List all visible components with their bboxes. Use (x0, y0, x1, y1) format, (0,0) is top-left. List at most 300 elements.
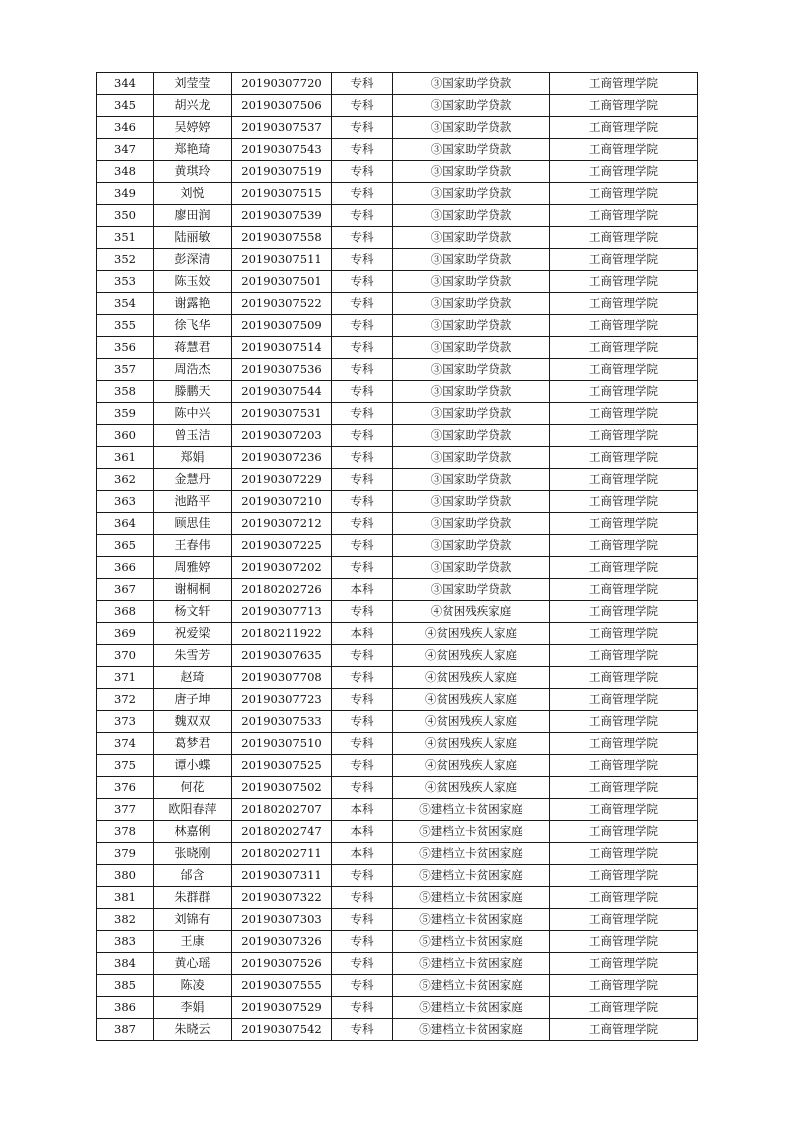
education-level-cell: 专科 (332, 931, 393, 953)
table-row (97, 425, 698, 447)
aid-category-cell: ⑤建档立卡贫困家庭 (393, 865, 550, 887)
student-id-cell: 20180202707 (232, 799, 332, 821)
aid-category-cell: ③国家助学贷款 (393, 381, 550, 403)
table-row (97, 953, 698, 975)
student-id-cell: 20180202711 (232, 843, 332, 865)
row-number-cell: 362 (97, 469, 154, 491)
college-name-cell: 工商管理学院 (550, 337, 698, 359)
student-name-cell: 彭深清 (154, 249, 232, 271)
row-number-cell: 366 (97, 557, 154, 579)
college-name-cell: 工商管理学院 (550, 821, 698, 843)
student-name-cell: 魏双双 (154, 711, 232, 733)
aid-category-cell: ③国家助学贷款 (393, 73, 550, 95)
student-id-cell: 20190307537 (232, 117, 332, 139)
table-row (97, 931, 698, 953)
aid-category-cell: ③国家助学贷款 (393, 513, 550, 535)
college-name-cell: 工商管理学院 (550, 315, 698, 337)
student-id-cell: 20190307203 (232, 425, 332, 447)
college-name-cell: 工商管理学院 (550, 161, 698, 183)
table-row (97, 491, 698, 513)
row-number-cell: 381 (97, 887, 154, 909)
table-row (97, 711, 698, 733)
aid-category-cell: ④贫困残疾人家庭 (393, 667, 550, 689)
student-id-cell: 20190307514 (232, 337, 332, 359)
aid-category-cell: ③国家助学贷款 (393, 579, 550, 601)
education-level-cell: 本科 (332, 623, 393, 645)
student-id-cell: 20190307510 (232, 733, 332, 755)
student-id-cell: 20190307506 (232, 95, 332, 117)
row-number-cell: 370 (97, 645, 154, 667)
education-level-cell: 专科 (332, 139, 393, 161)
aid-category-cell: ③国家助学贷款 (393, 293, 550, 315)
education-level-cell: 专科 (332, 1019, 393, 1041)
aid-category-cell: ③国家助学贷款 (393, 227, 550, 249)
aid-category-cell: ③国家助学贷款 (393, 95, 550, 117)
row-number-cell: 365 (97, 535, 154, 557)
table-row (97, 557, 698, 579)
college-name-cell: 工商管理学院 (550, 909, 698, 931)
education-level-cell: 专科 (332, 777, 393, 799)
college-name-cell: 工商管理学院 (550, 469, 698, 491)
row-number-cell: 360 (97, 425, 154, 447)
aid-category-cell: ③国家助学贷款 (393, 425, 550, 447)
education-level-cell: 专科 (332, 73, 393, 95)
education-level-cell: 专科 (332, 557, 393, 579)
row-number-cell: 353 (97, 271, 154, 293)
aid-category-cell: ⑤建档立卡贫困家庭 (393, 931, 550, 953)
row-number-cell: 359 (97, 403, 154, 425)
education-level-cell: 专科 (332, 161, 393, 183)
student-name-cell: 何花 (154, 777, 232, 799)
table-row (97, 689, 698, 711)
student-name-cell: 刘莹莹 (154, 73, 232, 95)
student-name-cell: 陈中兴 (154, 403, 232, 425)
college-name-cell: 工商管理学院 (550, 249, 698, 271)
row-number-cell: 351 (97, 227, 154, 249)
student-id-cell: 20190307210 (232, 491, 332, 513)
student-name-cell: 吴婷婷 (154, 117, 232, 139)
education-level-cell: 专科 (332, 535, 393, 557)
student-id-cell: 20190307322 (232, 887, 332, 909)
student-id-cell: 20190307519 (232, 161, 332, 183)
education-level-cell: 专科 (332, 689, 393, 711)
aid-category-cell: ④贫困残疾人家庭 (393, 755, 550, 777)
education-level-cell: 本科 (332, 843, 393, 865)
education-level-cell: 专科 (332, 117, 393, 139)
aid-category-cell: ⑤建档立卡贫困家庭 (393, 975, 550, 997)
row-number-cell: 352 (97, 249, 154, 271)
table-row (97, 403, 698, 425)
college-name-cell: 工商管理学院 (550, 645, 698, 667)
table-row (97, 73, 698, 95)
row-number-cell: 377 (97, 799, 154, 821)
table-row (97, 337, 698, 359)
college-name-cell: 工商管理学院 (550, 425, 698, 447)
row-number-cell: 386 (97, 997, 154, 1019)
student-id-cell: 20190307544 (232, 381, 332, 403)
student-id-cell: 20190307212 (232, 513, 332, 535)
student-id-cell: 20190307311 (232, 865, 332, 887)
aid-category-cell: ③国家助学贷款 (393, 447, 550, 469)
student-id-cell: 20190307536 (232, 359, 332, 381)
student-name-cell: 朱群群 (154, 887, 232, 909)
student-name-cell: 欧阳春萍 (154, 799, 232, 821)
table-row (97, 117, 698, 139)
education-level-cell: 专科 (332, 667, 393, 689)
student-name-cell: 池路平 (154, 491, 232, 513)
student-name-cell: 朱晓云 (154, 1019, 232, 1041)
student-name-cell: 杨文轩 (154, 601, 232, 623)
college-name-cell: 工商管理学院 (550, 623, 698, 645)
table-row (97, 359, 698, 381)
table-row (97, 755, 698, 777)
row-number-cell: 375 (97, 755, 154, 777)
table-row (97, 183, 698, 205)
table-row (97, 535, 698, 557)
college-name-cell: 工商管理学院 (550, 953, 698, 975)
college-name-cell: 工商管理学院 (550, 403, 698, 425)
education-level-cell: 专科 (332, 953, 393, 975)
student-id-cell: 20190307229 (232, 469, 332, 491)
education-level-cell: 专科 (332, 337, 393, 359)
student-name-cell: 周浩杰 (154, 359, 232, 381)
table-row (97, 667, 698, 689)
student-id-cell: 20190307635 (232, 645, 332, 667)
student-name-cell: 唐子坤 (154, 689, 232, 711)
row-number-cell: 350 (97, 205, 154, 227)
education-level-cell: 专科 (332, 205, 393, 227)
aid-category-cell: ③国家助学贷款 (393, 359, 550, 381)
education-level-cell: 专科 (332, 249, 393, 271)
student-name-cell: 陈玉姣 (154, 271, 232, 293)
student-id-cell: 20190307539 (232, 205, 332, 227)
student-name-cell: 林嘉俐 (154, 821, 232, 843)
table-row (97, 975, 698, 997)
row-number-cell: 344 (97, 73, 154, 95)
education-level-cell: 专科 (332, 601, 393, 623)
table-row (97, 95, 698, 117)
aid-category-cell: ⑤建档立卡贫困家庭 (393, 997, 550, 1019)
student-id-cell: 20190307303 (232, 909, 332, 931)
row-number-cell: 379 (97, 843, 154, 865)
student-name-cell: 邰含 (154, 865, 232, 887)
table-row (97, 447, 698, 469)
row-number-cell: 373 (97, 711, 154, 733)
college-name-cell: 工商管理学院 (550, 205, 698, 227)
education-level-cell: 专科 (332, 491, 393, 513)
row-number-cell: 364 (97, 513, 154, 535)
student-name-cell: 朱雪芳 (154, 645, 232, 667)
student-id-cell: 20190307522 (232, 293, 332, 315)
aid-category-cell: ④贫困残疾人家庭 (393, 689, 550, 711)
aid-category-cell: ⑤建档立卡贫困家庭 (393, 887, 550, 909)
table-row (97, 733, 698, 755)
student-name-cell: 葛梦君 (154, 733, 232, 755)
aid-category-cell: ③国家助学贷款 (393, 161, 550, 183)
table-row (97, 139, 698, 161)
education-level-cell: 专科 (332, 381, 393, 403)
education-level-cell: 专科 (332, 975, 393, 997)
education-level-cell: 专科 (332, 425, 393, 447)
row-number-cell: 372 (97, 689, 154, 711)
row-number-cell: 384 (97, 953, 154, 975)
aid-category-cell: ③国家助学贷款 (393, 469, 550, 491)
college-name-cell: 工商管理学院 (550, 271, 698, 293)
aid-category-cell: ③国家助学贷款 (393, 139, 550, 161)
education-level-cell: 专科 (332, 513, 393, 535)
aid-category-cell: ③国家助学贷款 (393, 205, 550, 227)
table-row (97, 645, 698, 667)
education-level-cell: 专科 (332, 183, 393, 205)
row-number-cell: 357 (97, 359, 154, 381)
student-id-cell: 20190307326 (232, 931, 332, 953)
aid-category-cell: ③国家助学贷款 (393, 403, 550, 425)
college-name-cell: 工商管理学院 (550, 887, 698, 909)
education-level-cell: 本科 (332, 799, 393, 821)
college-name-cell: 工商管理学院 (550, 95, 698, 117)
student-id-cell: 20190307501 (232, 271, 332, 293)
row-number-cell: 345 (97, 95, 154, 117)
student-name-cell: 蒋慧君 (154, 337, 232, 359)
student-id-cell: 20190307723 (232, 689, 332, 711)
aid-category-cell: ⑤建档立卡贫困家庭 (393, 821, 550, 843)
table-row (97, 161, 698, 183)
aid-category-cell: ④贫困残疾人家庭 (393, 777, 550, 799)
row-number-cell: 363 (97, 491, 154, 513)
aid-category-cell: ④贫困残疾人家庭 (393, 623, 550, 645)
college-name-cell: 工商管理学院 (550, 491, 698, 513)
education-level-cell: 本科 (332, 821, 393, 843)
student-name-cell: 金慧丹 (154, 469, 232, 491)
row-number-cell: 361 (97, 447, 154, 469)
aid-category-cell: ③国家助学贷款 (393, 491, 550, 513)
table-row (97, 469, 698, 491)
student-name-cell: 赵琦 (154, 667, 232, 689)
college-name-cell: 工商管理学院 (550, 799, 698, 821)
aid-category-cell: ④贫困残疾人家庭 (393, 645, 550, 667)
table-row (97, 843, 698, 865)
college-name-cell: 工商管理学院 (550, 865, 698, 887)
table-row (97, 227, 698, 249)
education-level-cell: 专科 (332, 909, 393, 931)
college-name-cell: 工商管理学院 (550, 601, 698, 623)
student-id-cell: 20190307542 (232, 1019, 332, 1041)
student-name-cell: 谭小蝶 (154, 755, 232, 777)
student-id-cell: 20190307533 (232, 711, 332, 733)
education-level-cell: 专科 (332, 271, 393, 293)
education-level-cell: 专科 (332, 403, 393, 425)
aid-category-cell: ③国家助学贷款 (393, 117, 550, 139)
education-level-cell: 专科 (332, 645, 393, 667)
aid-category-cell: ④贫困残疾人家庭 (393, 733, 550, 755)
college-name-cell: 工商管理学院 (550, 1019, 698, 1041)
student-id-cell: 20190307525 (232, 755, 332, 777)
aid-category-cell: ⑤建档立卡贫困家庭 (393, 909, 550, 931)
table-row (97, 623, 698, 645)
college-name-cell: 工商管理学院 (550, 689, 698, 711)
student-name-cell: 祝爱梁 (154, 623, 232, 645)
aid-category-cell: ④贫困残疾家庭 (393, 601, 550, 623)
student-id-cell: 20190307708 (232, 667, 332, 689)
table-row (97, 271, 698, 293)
student-name-cell: 黄琪玲 (154, 161, 232, 183)
aid-category-cell: ⑤建档立卡贫困家庭 (393, 1019, 550, 1041)
aid-category-cell: ⑤建档立卡贫困家庭 (393, 843, 550, 865)
table-row (97, 601, 698, 623)
college-name-cell: 工商管理学院 (550, 117, 698, 139)
student-id-cell: 20180202747 (232, 821, 332, 843)
row-number-cell: 348 (97, 161, 154, 183)
education-level-cell: 专科 (332, 865, 393, 887)
student-id-cell: 20190307225 (232, 535, 332, 557)
table-row (97, 997, 698, 1019)
education-level-cell: 专科 (332, 733, 393, 755)
student-name-cell: 刘悦 (154, 183, 232, 205)
college-name-cell: 工商管理学院 (550, 755, 698, 777)
row-number-cell: 346 (97, 117, 154, 139)
college-name-cell: 工商管理学院 (550, 579, 698, 601)
student-name-cell: 滕鹏天 (154, 381, 232, 403)
row-number-cell: 349 (97, 183, 154, 205)
student-name-cell: 陈凌 (154, 975, 232, 997)
row-number-cell: 367 (97, 579, 154, 601)
student-list-table (96, 72, 698, 1041)
aid-category-cell: ④贫困残疾人家庭 (393, 711, 550, 733)
education-level-cell: 专科 (332, 95, 393, 117)
college-name-cell: 工商管理学院 (550, 843, 698, 865)
college-name-cell: 工商管理学院 (550, 557, 698, 579)
college-name-cell: 工商管理学院 (550, 711, 698, 733)
aid-category-cell: ③国家助学贷款 (393, 535, 550, 557)
table-row (97, 293, 698, 315)
row-number-cell: 374 (97, 733, 154, 755)
row-number-cell: 380 (97, 865, 154, 887)
college-name-cell: 工商管理学院 (550, 381, 698, 403)
row-number-cell: 354 (97, 293, 154, 315)
row-number-cell: 371 (97, 667, 154, 689)
student-name-cell: 曾玉洁 (154, 425, 232, 447)
college-name-cell: 工商管理学院 (550, 997, 698, 1019)
row-number-cell: 369 (97, 623, 154, 645)
education-level-cell: 专科 (332, 447, 393, 469)
row-number-cell: 382 (97, 909, 154, 931)
table-row (97, 315, 698, 337)
college-name-cell: 工商管理学院 (550, 73, 698, 95)
table-body (97, 73, 698, 1041)
student-id-cell: 20190307202 (232, 557, 332, 579)
student-name-cell: 谢桐桐 (154, 579, 232, 601)
aid-category-cell: ③国家助学贷款 (393, 557, 550, 579)
student-id-cell: 20190307236 (232, 447, 332, 469)
student-id-cell: 20180211922 (232, 623, 332, 645)
table-row (97, 205, 698, 227)
student-id-cell: 20190307515 (232, 183, 332, 205)
row-number-cell: 347 (97, 139, 154, 161)
college-name-cell: 工商管理学院 (550, 513, 698, 535)
table-row (97, 1019, 698, 1041)
student-name-cell: 周雅婷 (154, 557, 232, 579)
student-name-cell: 胡兴龙 (154, 95, 232, 117)
college-name-cell: 工商管理学院 (550, 359, 698, 381)
college-name-cell: 工商管理学院 (550, 667, 698, 689)
aid-category-cell: ③国家助学贷款 (393, 183, 550, 205)
aid-category-cell: ⑤建档立卡贫困家庭 (393, 799, 550, 821)
student-id-cell: 20190307555 (232, 975, 332, 997)
college-name-cell: 工商管理学院 (550, 777, 698, 799)
education-level-cell: 专科 (332, 359, 393, 381)
college-name-cell: 工商管理学院 (550, 447, 698, 469)
college-name-cell: 工商管理学院 (550, 293, 698, 315)
table-row (97, 249, 698, 271)
student-name-cell: 顾思佳 (154, 513, 232, 535)
student-name-cell: 郑娟 (154, 447, 232, 469)
student-id-cell: 20190307529 (232, 997, 332, 1019)
row-number-cell: 387 (97, 1019, 154, 1041)
aid-category-cell: ⑤建档立卡贫困家庭 (393, 953, 550, 975)
student-name-cell: 陆丽敏 (154, 227, 232, 249)
table-row (97, 909, 698, 931)
student-name-cell: 谢露艳 (154, 293, 232, 315)
row-number-cell: 385 (97, 975, 154, 997)
student-name-cell: 廖田润 (154, 205, 232, 227)
student-id-cell: 20190307558 (232, 227, 332, 249)
education-level-cell: 专科 (332, 227, 393, 249)
student-name-cell: 王康 (154, 931, 232, 953)
education-level-cell: 专科 (332, 755, 393, 777)
student-id-cell: 20190307543 (232, 139, 332, 161)
table-row (97, 579, 698, 601)
aid-category-cell: ③国家助学贷款 (393, 271, 550, 293)
aid-category-cell: ③国家助学贷款 (393, 249, 550, 271)
college-name-cell: 工商管理学院 (550, 139, 698, 161)
student-name-cell: 黄心瑶 (154, 953, 232, 975)
student-name-cell: 刘锦有 (154, 909, 232, 931)
table-row (97, 513, 698, 535)
student-name-cell: 张晓刚 (154, 843, 232, 865)
college-name-cell: 工商管理学院 (550, 733, 698, 755)
education-level-cell: 专科 (332, 469, 393, 491)
table-row (97, 821, 698, 843)
college-name-cell: 工商管理学院 (550, 975, 698, 997)
aid-category-cell: ③国家助学贷款 (393, 337, 550, 359)
student-id-cell: 20190307713 (232, 601, 332, 623)
student-name-cell: 徐飞华 (154, 315, 232, 337)
table-row (97, 799, 698, 821)
student-id-cell: 20190307509 (232, 315, 332, 337)
row-number-cell: 378 (97, 821, 154, 843)
student-id-cell: 20190307531 (232, 403, 332, 425)
education-level-cell: 专科 (332, 711, 393, 733)
row-number-cell: 376 (97, 777, 154, 799)
aid-category-cell: ③国家助学贷款 (393, 315, 550, 337)
education-level-cell: 专科 (332, 315, 393, 337)
college-name-cell: 工商管理学院 (550, 535, 698, 557)
row-number-cell: 383 (97, 931, 154, 953)
table-row (97, 777, 698, 799)
education-level-cell: 专科 (332, 293, 393, 315)
student-id-cell: 20190307526 (232, 953, 332, 975)
table-row (97, 887, 698, 909)
college-name-cell: 工商管理学院 (550, 227, 698, 249)
college-name-cell: 工商管理学院 (550, 183, 698, 205)
college-name-cell: 工商管理学院 (550, 931, 698, 953)
row-number-cell: 355 (97, 315, 154, 337)
student-id-cell: 20190307511 (232, 249, 332, 271)
row-number-cell: 356 (97, 337, 154, 359)
education-level-cell: 专科 (332, 887, 393, 909)
table-row (97, 381, 698, 403)
student-name-cell: 李娟 (154, 997, 232, 1019)
